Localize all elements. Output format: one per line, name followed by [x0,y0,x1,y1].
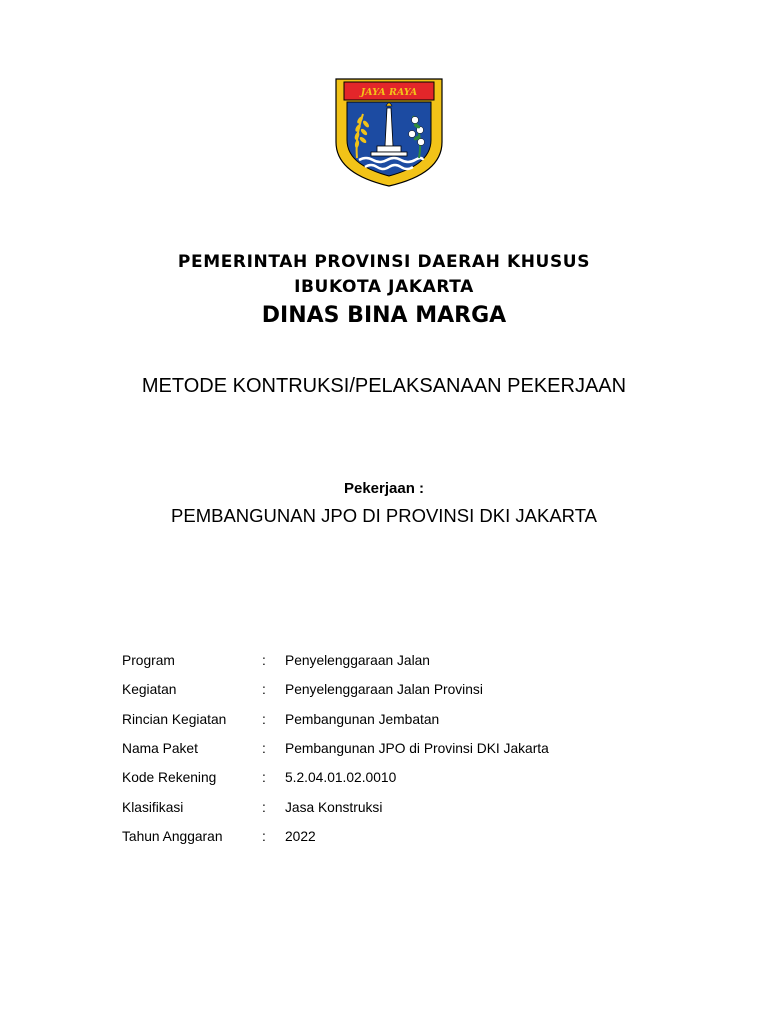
jakarta-coat-of-arms-logo [333,76,445,188]
details-label: Rincian Kegiatan [122,711,227,727]
details-separator: : [262,682,266,698]
details-value: Penyelenggaraan Jalan Provinsi [285,682,483,698]
details-label: Program [122,653,175,669]
details-separator: : [262,741,266,757]
details-row-tahun-anggaran [122,822,549,851]
details-value: 5.2.04.01.02.0010 [285,770,397,786]
details-row-nama-paket [122,734,549,763]
details-label: Klasifikasi [122,799,184,815]
work-label: Pekerjaan : [343,480,425,497]
project-details-table [122,646,549,851]
document-title: METODE KONTRUKSI/PELAKSANAAN PEKERJAAN [141,375,627,397]
government-name-line-1: PEMERINTAH PROVINSI DAERAH KHUSUS [177,252,591,272]
details-row-klasifikasi [122,792,549,821]
details-label: Nama Paket [122,741,198,757]
details-row-program [122,646,549,675]
details-row-kode-rekening [122,763,549,792]
department-name: DINAS BINA MARGA [261,303,507,328]
details-value: Penyelenggaraan Jalan [285,653,430,669]
details-value: Jasa Konstruksi [285,799,383,815]
details-value: Pembangunan JPO di Provinsi DKI Jakarta [285,741,549,757]
details-separator: : [262,799,266,815]
details-row-kegiatan [122,675,549,704]
details-value: Pembangunan Jembatan [285,711,440,727]
details-separator: : [262,711,266,727]
work-title: PEMBANGUNAN JPO DI PROVINSI DKI JAKARTA [171,505,597,526]
government-name-line-2: IBUKOTA JAKARTA [294,277,474,297]
details-separator: : [262,770,266,786]
details-row-rincian-kegiatan [122,705,549,734]
details-label: Kegiatan [122,682,177,698]
details-separator: : [262,828,266,844]
details-label: Kode Rekening [122,770,217,786]
details-value: 2022 [285,828,316,844]
details-label: Tahun Anggaran [122,828,223,844]
details-separator: : [262,653,266,669]
logo-motto-text: JAYA RAYA [360,87,418,98]
